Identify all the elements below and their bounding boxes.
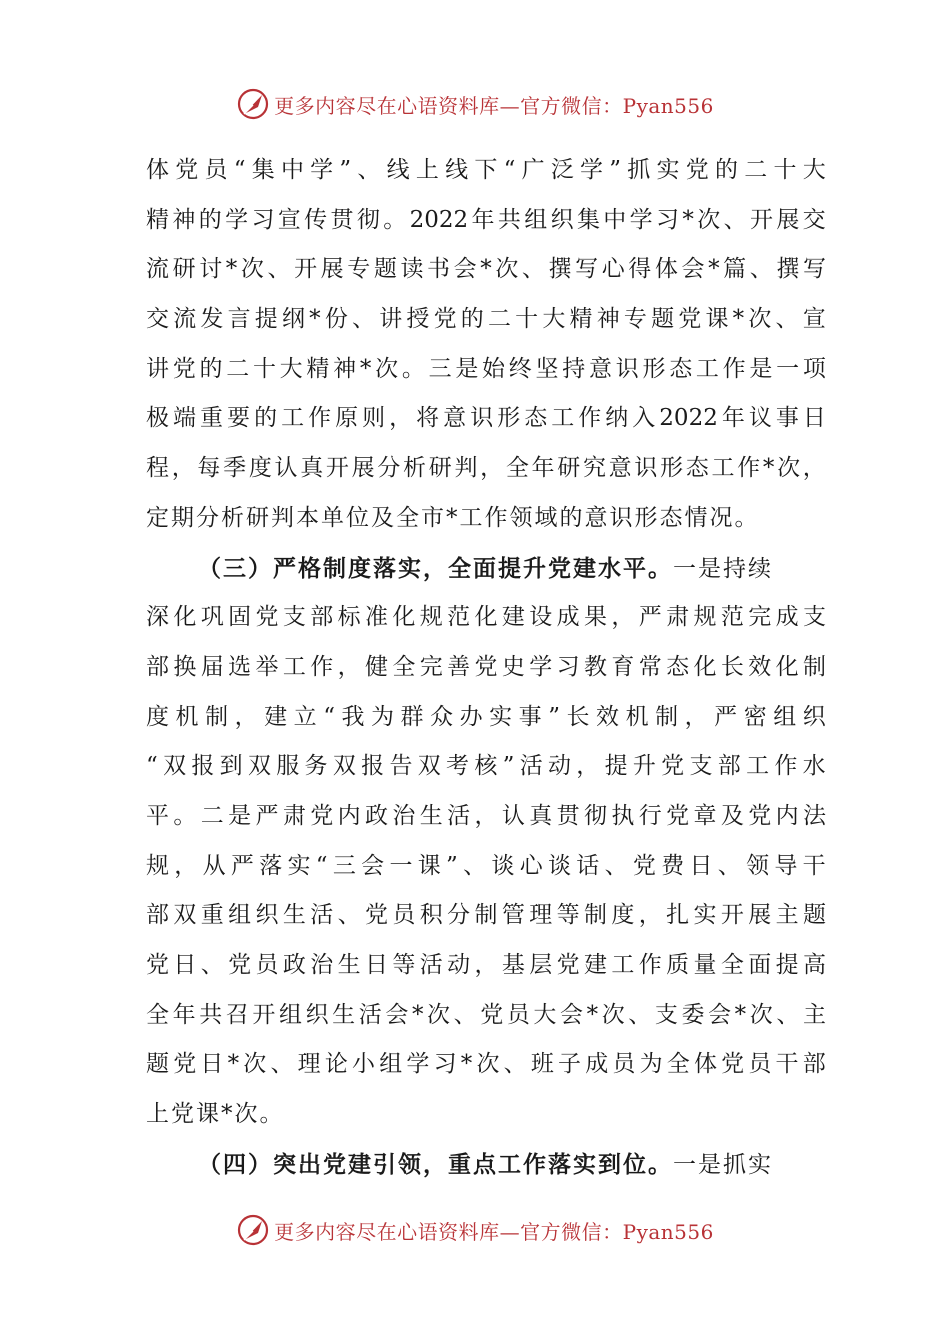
text-line: 度 机 制 ， 建 立 “ 我 为 群 众 办 实 事 ” 长 效 机 制 ， 严 密 组 织	[146, 703, 826, 730]
watermark-text: 更多内容尽在心语资料库—官方微信：Pyan556	[274, 1219, 714, 1244]
section-3-lead: 一是持续	[673, 555, 773, 582]
watermark-text: 更多内容尽在心语资料库—官方微信：Pyan556	[274, 93, 714, 118]
text-line: “ 双 报 到 双 服 务 双 报 告 双 考 核 ” 活 动 ， 提 升 党 支 部 工 作 水	[146, 753, 826, 780]
text-line: 部 换 届 选 举 工 作 ， 健 全 完 善 党 史 学 习 教 育 常 态 化 长 效 化 制	[146, 653, 826, 680]
section-4-first-line	[146, 1140, 826, 1190]
section-3-heading: （三）严格制度落实，全面提升党建水平。	[198, 554, 673, 582]
quill-logo-icon	[236, 87, 270, 121]
text-line: 上党课*次。	[146, 1101, 285, 1128]
quill-logo-icon	[236, 1213, 270, 1247]
text-line: 极 端 重 要 的 工 作 原 则 ， 将 意 识 形 态 工 作 纳 入 2022 年 议 事 日	[146, 405, 826, 432]
text-line: 讲 党 的 二 十 大 精 神 * 次 。 三 是 始 终 坚 持 意 识 形 态 工 作 是 一 项	[146, 355, 826, 382]
section-4-heading: （四）突出党建引领，重点工作落实到位。	[198, 1150, 673, 1178]
text-line: 党 日 、 党 员 政 治 生 日 等 活 动 ， 基 层 党 建 工 作 质 量 全 面 提 高	[146, 952, 826, 978]
text-line: 流 研 讨 * 次 、 开 展 专 题 读 书 会 * 次 、 撰 写 心 得 体 会 * 篇 、 撰 写	[146, 256, 826, 283]
text-line: 深 化 巩 固 党 支 部 标 准 化 规 范 化 建 设 成 果 ， 严 肃 规 范 完 成 支	[146, 604, 826, 631]
paragraph-section-3	[146, 544, 826, 1140]
text-line: 规 ， 从 严 落 实 “ 三 会 一 课 ” 、 谈 心 谈 话 、 党 费 日 、 领 导 干	[146, 852, 826, 879]
text-line: 部 双 重 组 织 生 活 、 党 员 积 分 制 管 理 等 制 度 ， 扎 实 开 展 主 题	[146, 902, 826, 929]
text-line: 全 年 共 召 开 组 织 生 活 会 * 次 、 党 员 大 会 * 次 、 支 委 会 * 次 、 主	[146, 1001, 826, 1028]
section-4-lead: 一是抓实	[673, 1151, 773, 1178]
watermark-footer	[0, 1210, 950, 1250]
section-3-first-line	[146, 544, 826, 594]
text-line: 体 党 员 “ 集 中 学 ” 、 线 上 线 下 “ 广 泛 学 ” 抓 实 党 的 二 十 大	[146, 157, 826, 183]
watermark-header	[0, 84, 950, 124]
document-body	[146, 146, 826, 1189]
text-line: 精 神 的 学 习 宣 传 贯 彻 。 2022 年 共 组 织 集 中 学 习 * 次 、 开 展 交	[146, 206, 826, 233]
paragraph-section-4	[146, 1140, 826, 1190]
paragraph-ideology	[146, 146, 826, 544]
text-line: 程 ， 每 季 度 认 真 开 展 分 析 研 判 ， 全 年 研 究 意 识 形 态 工 作 * 次 ，	[146, 455, 826, 482]
text-line: 交 流 发 言 提 纲 * 份 、 讲 授 党 的 二 十 大 精 神 专 题 党 课 * 次 、 宣	[146, 306, 826, 333]
text-line: 定期分析研判本单位及全市*工作领域的意识形态情况。	[146, 504, 760, 531]
text-line: 平 。 二 是 严 肃 党 内 政 治 生 活 ， 认 真 贯 彻 执 行 党 章 及 党 内 法	[146, 802, 826, 829]
text-line: 题 党 日 * 次 、 理 论 小 组 学 习 * 次 、 班 子 成 员 为 全 体 党 员 干 部	[146, 1051, 826, 1078]
